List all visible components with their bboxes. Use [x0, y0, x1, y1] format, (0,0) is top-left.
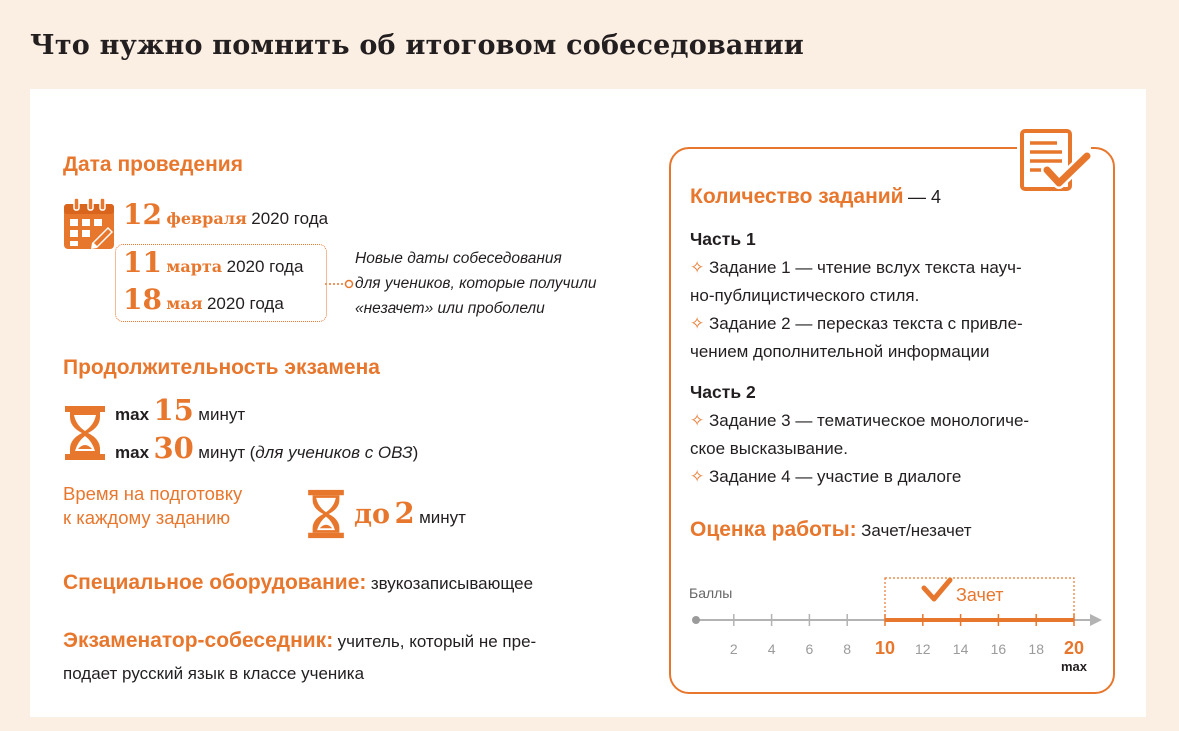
paren-close: ) [412, 443, 419, 462]
duration-unit: минут [198, 443, 246, 462]
equipment-label: Специальное оборудование: [63, 571, 367, 594]
tick-label: 4 [767, 641, 776, 657]
scale-axis-label: Баллы [689, 585, 733, 601]
task-text: но-публицистического стиля. [690, 286, 920, 305]
score-scale [680, 572, 1110, 682]
task-text: Задание 2 — пересказ текста с привле- [708, 314, 1023, 333]
new-date-1-year: 2020 года [226, 257, 304, 276]
tick-label: 14 [952, 641, 969, 657]
tasks-count-value: — 4 [908, 187, 942, 207]
hourglass-icon [305, 489, 347, 539]
task-text: Задание 3 — тематическое монологиче- [708, 411, 1030, 430]
note-line: для учеников, которые получили [355, 275, 597, 292]
prep-unit: минут [419, 508, 466, 527]
examiner [63, 629, 536, 653]
note-line: «незачет» или проболели [355, 300, 545, 317]
part-1-title: Часть 1 [690, 229, 756, 249]
tick-label: 20 [1063, 638, 1085, 658]
duration-note: для учеников с ОВЗ [255, 443, 413, 462]
part-2-tasks [690, 407, 1029, 491]
part-1-tasks [690, 254, 1023, 366]
task-text: ское высказывание. [690, 439, 848, 458]
tick-label: 12 [915, 641, 931, 657]
grading [690, 518, 972, 542]
tick-label: 8 [843, 641, 852, 657]
new-dates-note [355, 246, 596, 321]
star-icon: ✧ [690, 467, 705, 486]
main-date-year: 2020 года [251, 209, 329, 228]
pass-label: Зачет [956, 585, 1004, 605]
date-heading: Дата проведения [63, 153, 243, 176]
tasks-heading: Количество заданий [690, 185, 904, 208]
tick-label: 16 [990, 641, 1007, 657]
tasks-count [690, 185, 941, 209]
note-line: Новые даты собеседования [355, 250, 562, 267]
task-text: Задание 1 — чтение вслух текста науч- [708, 258, 1022, 277]
list-item [690, 310, 1023, 338]
tick-label: 2 [729, 641, 738, 657]
part-2-title: Часть 2 [690, 382, 756, 402]
equipment-value: звукозаписывающее [370, 574, 534, 593]
examiner-label: Экзаменатор-собеседник: [63, 629, 334, 652]
prep-label [63, 482, 242, 530]
main-date [123, 198, 329, 231]
new-date-2-day: 18 [123, 283, 162, 316]
scale-origin-dot [692, 616, 700, 624]
star-icon: ✧ [690, 314, 705, 333]
prep-label-line: Время на подготовку [63, 483, 243, 504]
new-date-1-month: марта [166, 257, 223, 276]
document-check-icon [1017, 128, 1091, 194]
tick-label: 18 [1028, 641, 1044, 657]
list-item [690, 254, 1023, 282]
new-date-1-day: 11 [123, 246, 162, 279]
calendar-icon [62, 197, 116, 251]
hourglass-icon [64, 405, 106, 461]
tick-label: 6 [805, 641, 814, 657]
duration-row-1 [115, 393, 246, 427]
equipment [63, 571, 533, 595]
duration-value: 15 [153, 393, 194, 427]
max-label: max [115, 405, 150, 424]
duration-unit: минут [198, 405, 246, 424]
connector-line [325, 278, 357, 290]
tick-label: 10 [874, 638, 896, 658]
new-date-2-year: 2020 года [206, 294, 284, 313]
duration-heading: Продолжительность экзамена [63, 356, 380, 379]
examiner-line-1: учитель, который не пре- [337, 632, 537, 651]
duration-row-2 [115, 431, 419, 465]
prep-time [354, 496, 466, 530]
new-date-1 [123, 246, 304, 279]
task-text: чением дополнительной информации [690, 342, 990, 361]
main-date-day: 12 [123, 198, 162, 231]
max-label: max [115, 443, 150, 462]
paren-open: ( [249, 443, 256, 462]
list-item [690, 463, 1029, 491]
star-icon: ✧ [690, 411, 705, 430]
duration-value: 30 [153, 431, 194, 465]
prep-label-line: к каждому заданию [63, 507, 231, 528]
list-item [690, 407, 1029, 435]
star-icon: ✧ [690, 258, 705, 277]
prep-prefix: до [354, 499, 391, 530]
task-text: Задание 4 — участие в диалоге [708, 467, 962, 486]
grading-value: Зачет/незачет [861, 521, 972, 540]
grading-label: Оценка работы: [690, 518, 857, 541]
new-date-2 [123, 283, 284, 316]
page-title: Что нужно помнить об итоговом собеседовании [30, 30, 805, 61]
new-date-2-month: мая [166, 294, 203, 313]
examiner-line-2: подает русский язык в классе ученика [63, 664, 365, 683]
scale-axis-arrow [1090, 614, 1102, 626]
max-label: max [1060, 659, 1088, 674]
prep-value: 2 [394, 496, 415, 530]
main-date-month: февраля [166, 209, 247, 228]
check-icon [924, 580, 950, 599]
